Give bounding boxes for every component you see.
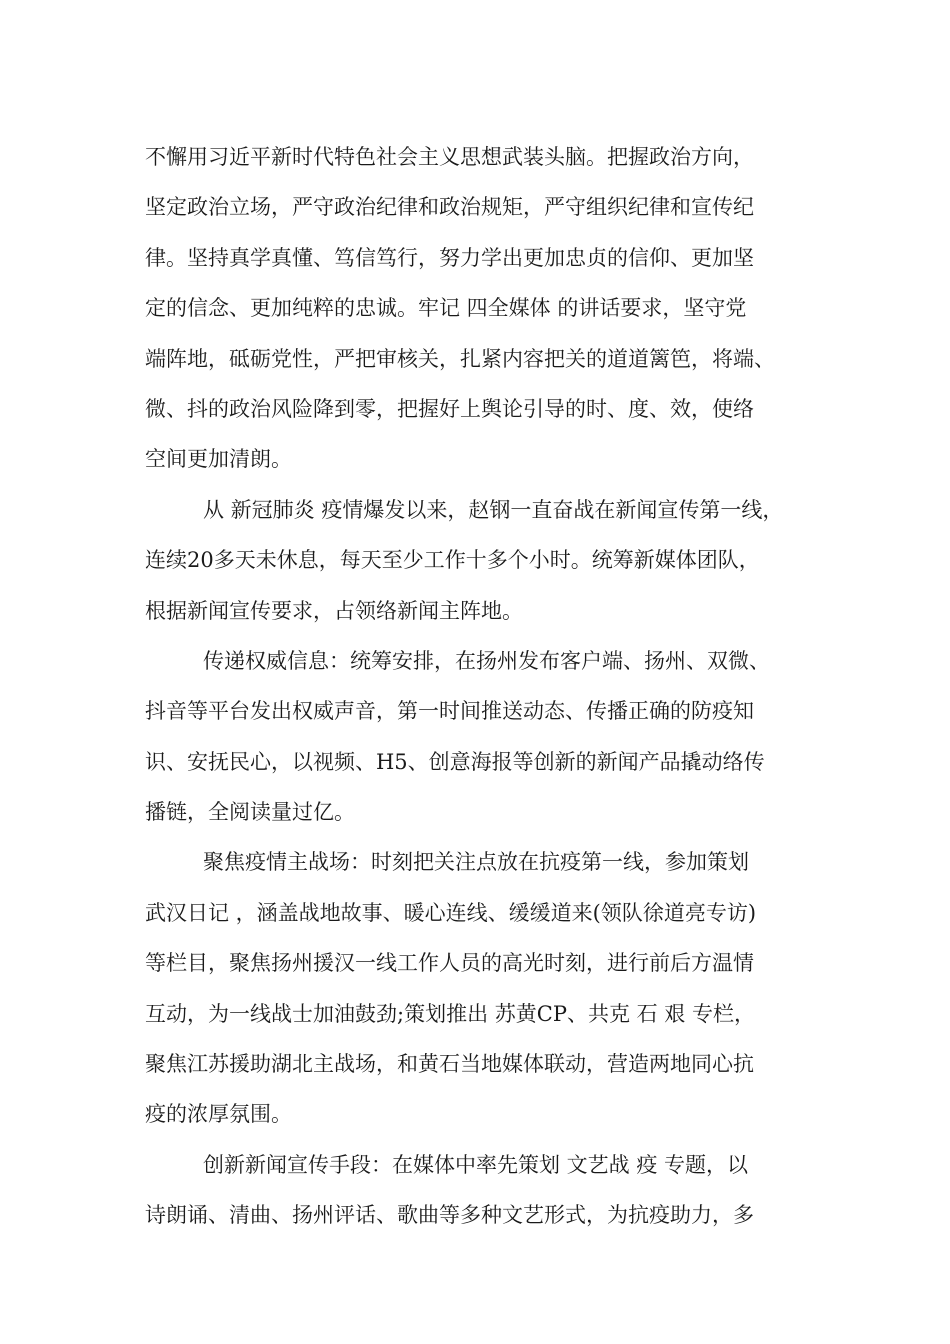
paragraph-2 [145, 485, 815, 636]
text-line: 抖音等平台发出权威声音，第一时间推送动态、传播正确的防疫知 [145, 699, 754, 724]
text-line: 从 新冠肺炎 疫情爆发以来，赵钢一直奋战在新闻宣传第一线， [203, 497, 784, 522]
text-line: 不懈用习近平新时代特色社会主义思想武装头脑。把握政治方向， [145, 145, 754, 169]
text-line: 根据新闻宣传要求，占领络新闻主阵地。 [145, 598, 523, 623]
text-line: 互动，为一线战士加油鼓劲;策划推出 苏黄CP、共克 石 艰 专栏， [145, 1001, 755, 1026]
body-text [145, 132, 815, 1241]
text-line: 空间更加清朗。 [145, 447, 292, 472]
text-line: 端阵地，砥砺党性，严把审核关，扎紧内容把关的道道篱笆，将端、 [145, 346, 775, 371]
text-line: 聚焦疫情主战场：时刻把关注点放在抗疫第一线，参加策划 [203, 850, 749, 875]
paragraph-5 [145, 1140, 815, 1241]
text-line: 武汉日记 ，涵盖战地故事、暖心连线、缓缓道来(领队徐道亮专访) [145, 900, 757, 925]
text-line: 识、安抚民心，以视频、H5、创意海报等创新的新闻产品撬动络传 [145, 749, 765, 774]
text-line: 定的信念、更加纯粹的忠诚。牢记 四全媒体 的讲话要求，坚守党 [145, 296, 747, 321]
text-line: 聚焦江苏援助湖北主战场，和黄石当地媒体联动，营造两地同心抗 [145, 1052, 754, 1077]
text-line: 播链，全阅读量过亿。 [145, 800, 355, 825]
text-line: 等栏目，聚焦扬州援汉一线工作人员的高光时刻，进行前后方温情 [145, 951, 754, 976]
text-line: 创新新闻宣传手段：在媒体中率先策划 文艺战 疫 专题，以 [203, 1152, 749, 1177]
paragraph-1 [145, 132, 815, 485]
text-line: 传递权威信息：统筹安排，在扬州发布客户端、扬州、双微、 [203, 648, 770, 673]
paragraph-3 [145, 636, 815, 838]
text-line: 坚定政治立场，严守政治纪律和政治规矩，严守组织纪律和宣传纪 [145, 195, 754, 220]
text-line: 诗朗诵、清曲、扬州评话、歌曲等多种文艺形式，为抗疫助力，多 [145, 1203, 754, 1228]
text-line: 微、抖的政治风险降到零，把握好上舆论引导的时、度、效，使络 [145, 396, 754, 421]
text-line: 疫的浓厚氛围。 [145, 1102, 292, 1127]
paragraph-4 [145, 837, 815, 1139]
text-line: 连续20多天未休息，每天至少工作十多个小时。统筹新媒体团队， [145, 548, 760, 573]
text-line: 律。坚持真学真懂、笃信笃行，努力学出更加忠贞的信仰、更加坚 [145, 245, 754, 270]
